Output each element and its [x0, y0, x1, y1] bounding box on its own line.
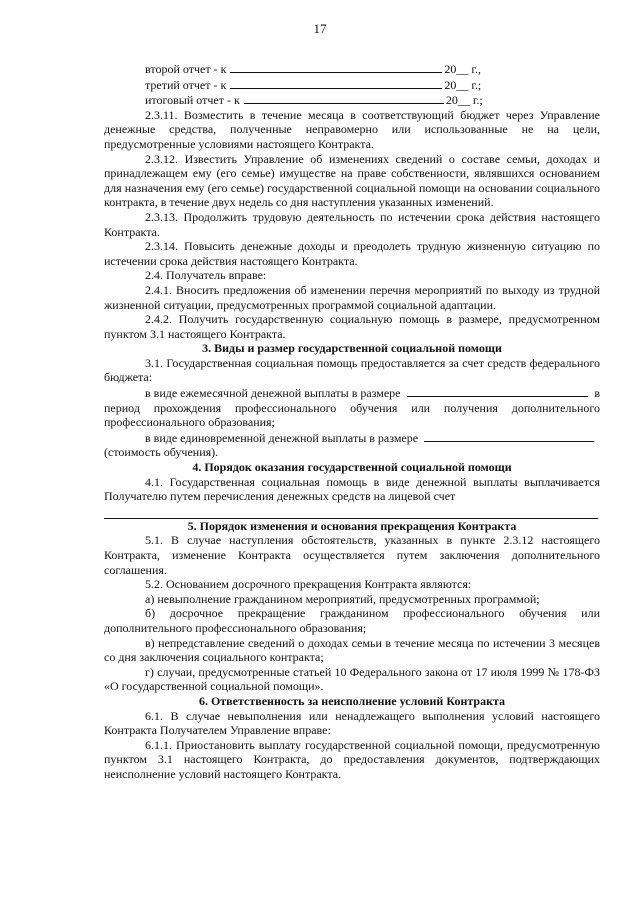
monthly-payment-after: в	[594, 386, 600, 401]
report-label: итоговый отчет - к	[145, 93, 240, 108]
lump-sum-continuation: (стоимость обучения).	[104, 445, 219, 460]
account-number-blank	[104, 504, 598, 519]
page-content	[104, 61, 600, 782]
clause-5-1: 5.1. В случае наступления обстоятельств, указанных в пункте 2.3.12 настоящего Контракта, изменение Контракта осуществляется путем заключения дополнительного соглашения.	[104, 533, 600, 577]
monthly-payment-line	[104, 385, 600, 401]
clause-6-1: 6.1. В случае невыполнения или ненадлежащего выполнения условий настоящего Контракта Получателем Управление вправе:	[104, 708, 600, 738]
blank-line	[230, 77, 442, 89]
clause-2-3-13: 2.3.13. Продолжить трудовую деятельность по истечении срока действия настоящего Контракта.	[104, 209, 600, 239]
clause-3-1: 3.1. Государственная социальная помощь предоставляется за счет средств федерального бюджета:	[104, 355, 600, 385]
clause-2-4-2: 2.4.2. Получить государственную социальную помощь в размере, предусмотренном пунктом 3.1 настоящего Контракта.	[104, 312, 600, 341]
report-year: 20__ г.;	[444, 77, 482, 92]
lump-sum-blank	[424, 430, 594, 442]
clause-5-2-b: б) досрочное прекращение гражданином профессионального обучения или дополнительного профессионального образования;	[104, 606, 600, 635]
clause-4-1: 4.1. Государственная социальная помощь в виде денежной выплаты выплачивается Получателю путем перечисления денежных средств на лицевой счет	[104, 474, 600, 504]
clause-6-1-1: 6.1.1. Приостановить выплату государственной социальной помощи, предусмотренную пунктом 3.1 настоящего Контракта, до предоставления документов, подтверждающих неисполнение условий настоящего Контракта.	[104, 737, 600, 781]
section-4-heading: 4. Порядок оказания государственной социальной помощи	[192, 460, 512, 475]
monthly-payment-label: в виде ежемесячной денежной выплаты в размере	[145, 386, 401, 401]
report-line-third	[104, 77, 600, 93]
report-line-second	[104, 61, 600, 77]
section-6-heading: 6. Ответственность за неисполнение условий Контракта	[198, 693, 506, 708]
monthly-payment-continuation: период прохождения профессионального обучения или получения дополнительного профессионального образования;	[104, 400, 600, 430]
blank-line	[230, 61, 442, 73]
clause-5-2-v: в) непредставление сведений о доходах семьи в течение месяца по истечении 3 месяцев со дня заключения социального контракта;	[104, 635, 600, 665]
clause-2-3-12: 2.3.12. Известить Управление об изменениях сведений о составе семьи, доходах и принадлежащем ему (его семье) имуществе на праве собственности, являвшихся основанием для назначения ему (его семье) государственной социальной помощи на основании социального контракта, в течение двух недель со дня наступления указанных изменений.	[104, 151, 600, 210]
clause-5-2-g: г) случаи, предусмотренные статьей 10 Федерального закона от 17 июля 1999 № 178-ФЗ «О государственной социальной помощи».	[104, 664, 600, 694]
lump-sum-line	[104, 430, 600, 446]
section-5-heading: 5. Порядок изменения и основания прекращения Контракта	[187, 518, 517, 533]
clause-5-2: 5.2. Основанием досрочного прекращения Контракта являются:	[145, 577, 472, 592]
report-line-final	[104, 92, 600, 108]
report-label: второй отчет - к	[145, 62, 227, 76]
report-year: 20__ г.,	[444, 62, 481, 76]
clause-2-3-11: 2.3.11. Возместить в течение месяца в соответствующий бюджет через Управление денежные средства, полученные неправомерно или использованные не на цели, предусмотренные условиями настоящего Контракта.	[104, 107, 600, 151]
report-year: 20__ г.;	[445, 93, 483, 108]
lump-sum-label: в виде единовременной денежной выплаты в размере	[145, 430, 419, 445]
blank-line	[244, 92, 444, 104]
report-label: третий отчет - к	[145, 77, 227, 92]
monthly-amount-blank	[407, 385, 589, 397]
page-number: 17	[313, 21, 327, 36]
clause-2-4: 2.4. Получатель вправе:	[145, 268, 267, 283]
section-3-heading: 3. Виды и размер государственной социальной помощи	[202, 341, 502, 356]
clause-2-3-14: 2.3.14. Повысить денежные доходы и преодолеть трудную жизненную ситуацию по истечении срока действия настоящего Контракта.	[104, 239, 600, 268]
clause-5-2-a: а) невыполнение гражданином мероприятий, предусмотренных программой;	[145, 591, 540, 606]
clause-2-4-1: 2.4.1. Вносить предложения об изменении перечня мероприятий по выходу из трудной жизненной ситуации, предусмотренных программой социальной адаптации.	[104, 282, 600, 312]
